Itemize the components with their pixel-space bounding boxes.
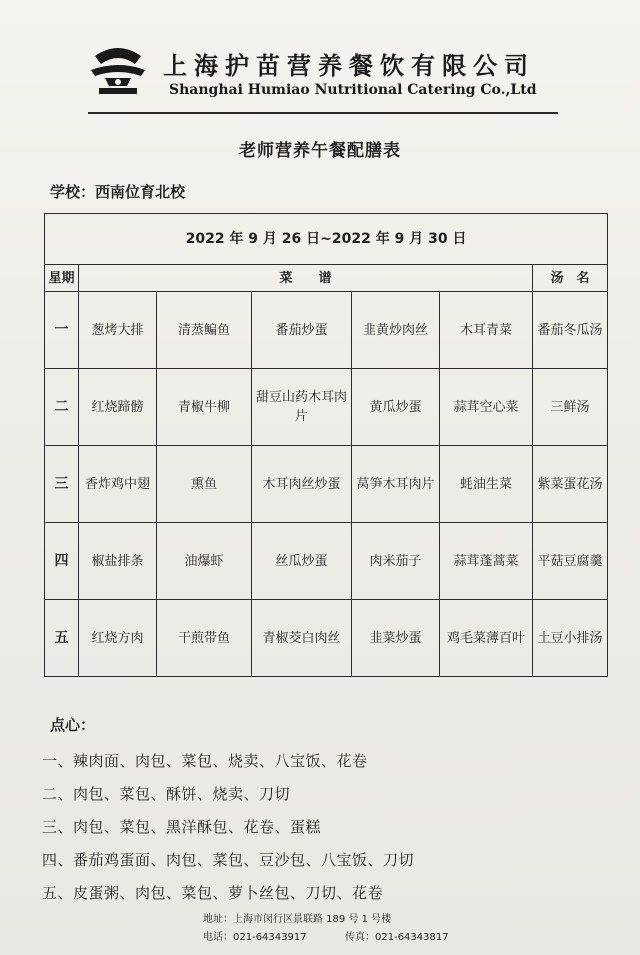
weekday-cell: 二 [45, 369, 79, 446]
snack-item: 五、皮蛋粥、肉包、菜包、萝卜丝包、刀切、花卷 [42, 884, 384, 902]
snack-item: 二、肉包、菜包、酥饼、烧卖、刀切 [42, 785, 291, 803]
dish-cell: 熏鱼 [157, 446, 252, 523]
dish-cell: 番茄炒蛋 [252, 292, 352, 369]
dish-cell: 蒜茸空心菜 [440, 369, 533, 446]
lunch-menu-table [44, 213, 608, 677]
dish-cell: 油爆虾 [157, 523, 252, 600]
soup-cell: 平菇豆腐羹 [533, 523, 608, 600]
weekday-cell: 四 [45, 523, 79, 600]
dish-cell: 红烧蹄髈 [79, 369, 157, 446]
table-row [45, 600, 608, 677]
header-divider [88, 112, 558, 114]
dish-cell: 干煎带鱼 [157, 600, 252, 677]
dish-cell: 蒜茸蓬蒿菜 [440, 523, 533, 600]
document-title: 老师营养午餐配膳表 [239, 141, 401, 161]
table-row [45, 446, 608, 523]
company-logo-icon [85, 42, 151, 100]
footer-phone: 电话：021-64343917 [203, 932, 307, 943]
school-name: 西南位育北校 [95, 183, 186, 201]
footer-fax: 传真：021-64343817 [345, 932, 449, 943]
dish-cell: 黄瓜炒蛋 [352, 369, 440, 446]
dish-cell: 韭黄炒肉丝 [352, 292, 440, 369]
snacks-title: 点心： [50, 716, 96, 734]
dish-cell: 鸡毛菜薄百叶 [440, 600, 533, 677]
table-row [45, 292, 608, 369]
table-row [45, 523, 608, 600]
weekday-cell: 五 [45, 600, 79, 677]
date-range: 2022 年 9 月 26 日~2022 年 9 月 30 日 [45, 214, 608, 265]
soup-cell: 紫菜蛋花汤 [533, 446, 608, 523]
dish-cell: 椒盐排条 [79, 523, 157, 600]
dish-cell: 蚝油生菜 [440, 446, 533, 523]
dish-cell: 青椒牛柳 [157, 369, 252, 446]
dish-cell: 甜豆山药木耳肉片 [252, 369, 352, 446]
weekday-header: 星期 [45, 265, 79, 292]
dish-cell: 葱烤大排 [79, 292, 157, 369]
weekday-cell: 三 [45, 446, 79, 523]
dish-cell: 莴笋木耳肉片 [352, 446, 440, 523]
dish-cell: 木耳肉丝炒蛋 [252, 446, 352, 523]
soup-cell: 三鲜汤 [533, 369, 608, 446]
dish-cell: 肉米茄子 [352, 523, 440, 600]
dishes-header: 菜 谱 [79, 265, 533, 292]
table-header-row [45, 265, 608, 292]
soup-header: 汤 名 [533, 265, 608, 292]
soup-cell: 土豆小排汤 [533, 600, 608, 677]
dish-cell: 韭菜炒蛋 [352, 600, 440, 677]
table-row [45, 369, 608, 446]
weekday-cell: 一 [45, 292, 79, 369]
letterhead [85, 42, 555, 112]
soup-cell: 番茄冬瓜汤 [533, 292, 608, 369]
dish-cell: 青椒茭白肉丝 [252, 600, 352, 677]
dish-cell: 红烧方肉 [79, 600, 157, 677]
school-label: 学校： [50, 183, 96, 201]
company-name-cn: 上海护苗营养餐饮有限公司 [163, 51, 535, 80]
dish-cell: 丝瓜炒蛋 [252, 523, 352, 600]
dish-cell: 木耳青菜 [440, 292, 533, 369]
school-line [50, 181, 185, 202]
snack-item: 四、番茄鸡蛋面、肉包、菜包、豆沙包、八宝饭、刀切 [42, 851, 415, 869]
footer-address: 地址：上海市闵行区景联路 189 号 1 号楼 [203, 914, 392, 925]
company-name-en: Shanghai Humiao Nutritional Catering Co.,Ltd [169, 82, 537, 98]
dish-cell: 清蒸鳊鱼 [157, 292, 252, 369]
snack-item: 三、肉包、菜包、黑洋酥包、花卷、蛋糕 [42, 818, 322, 836]
dish-cell: 香炸鸡中翅 [79, 446, 157, 523]
snack-item: 一、辣肉面、肉包、菜包、烧卖、八宝饭、花卷 [42, 752, 368, 770]
